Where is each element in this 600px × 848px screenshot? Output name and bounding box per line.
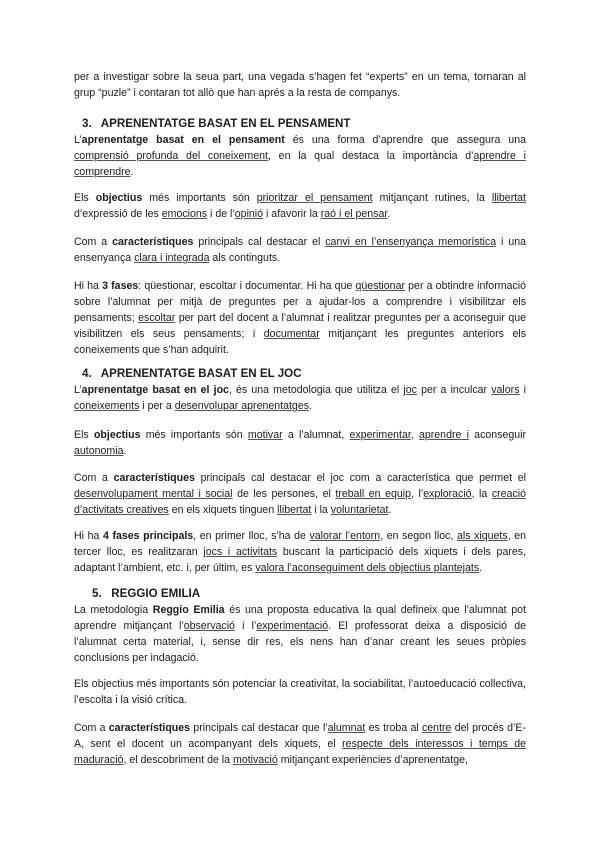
s4-objectives-paragraph: Els objectius més importants són motivar a l’alumnat, experimentar, aprendre i aconseguir autonomia.	[74, 429, 527, 457]
s5-characteristics-paragraph: Com a característiques principals cal destacar que l’alumnat es troba al centre del procés d’E-A, sent el docent un acompanyant dels xiquets, el respecte dels interessos i temps de maduració, el descobriment de la motivació mitjançant experiències d’aprenentatge,	[74, 722, 526, 766]
intro-paragraph: per a investigar sobre la seua part, una vegada s’hagen fet “experts” en un tema, tornaran al grup “puzle” i contaran tot allò que han aprés a la resta de companys.	[74, 71, 526, 99]
section-3-heading: 3. APRENENTATGE BASAT EN EL PENSAMENT	[82, 117, 351, 130]
s3-objectives-paragraph: Els objectius més importants són prioritzar el pensament mitjançant rutines, la llibertat d’expressió de les emocions i de l’opinió i afavorir la raó i el pensar.	[74, 192, 526, 220]
s4-phases-paragraph: Hi ha 4 fases principals, en primer lloc, s’ha de valorar l’entorn, en segon lloc, als xiquets, en tercer lloc, es realitzaran jocs i activitats buscant la participació dels xiquets i dels pares, adaptant l’ambient, etc. i, per últim, es valora l’aconseguiment dels objectius plantejats.	[74, 530, 526, 574]
s4-definition-paragraph: L’aprenentatge basat en el joc, és una metodologia que utilitza el joc per a inculcar valors i coneixements i per a desenvolupar aprenentatges.	[74, 384, 526, 412]
s4-characteristics-paragraph: Com a característiques principals cal destacar el joc com a característica que permet el desenvolupament mental i social de les persones, el treball en equip, l’exploració, la creació d’activitats creatives en els xiquets tinguen llibertat i la voluntarietat.	[74, 472, 527, 516]
s3-characteristics-paragraph: Com a característiques principals cal destacar el canvi en l’ensenyança memorística i una ensenyança clara i integrada als continguts.	[74, 236, 526, 264]
s5-objectives-paragraph: Els objectius més importants són potenciar la creativitat, la sociabilitat, l’autoeducació collectiva, l’escolta i la visió crítica.	[74, 678, 526, 706]
s3-phases-paragraph: Hi ha 3 fases: qüestionar, escoltar i documentar. Hi ha que qüestionar per a obtindre informació sobre l’alumnat per mitjà de preguntes per a ajudar-los a comprendre i visibilitzar els pensaments; escoltar per part del docent a l’alumnat i realitzar preguntes per a aconseguir que visibilitzen els seus pensaments; i documentar mitjançant les preguntes anteriors els coneixements que s’han adquirit.	[74, 280, 526, 356]
section-4-heading: 4. APRENENTATGE BASAT EN EL JOC	[82, 367, 302, 380]
section-5-heading: 5. REGGIO EMILIA	[92, 587, 201, 600]
s3-definition-paragraph: L’aprenentatge basat en el pensament és una forma d’aprendre que assegura una comprensió profunda del coneixement, en la qual destaca la importància d’aprendre i comprendre.	[74, 134, 526, 178]
s5-definition-paragraph: La metodologia Reggio Emilia és una proposta educativa la qual defineix que l’alumnat pot aprendre mitjançant l’observació i l’experimentació. El professorat deixa a disposició de l’alumnat certa material, i, sense dir res, els nens han d’anar creant les seues pròpies conclusions per indagació.	[74, 604, 526, 664]
